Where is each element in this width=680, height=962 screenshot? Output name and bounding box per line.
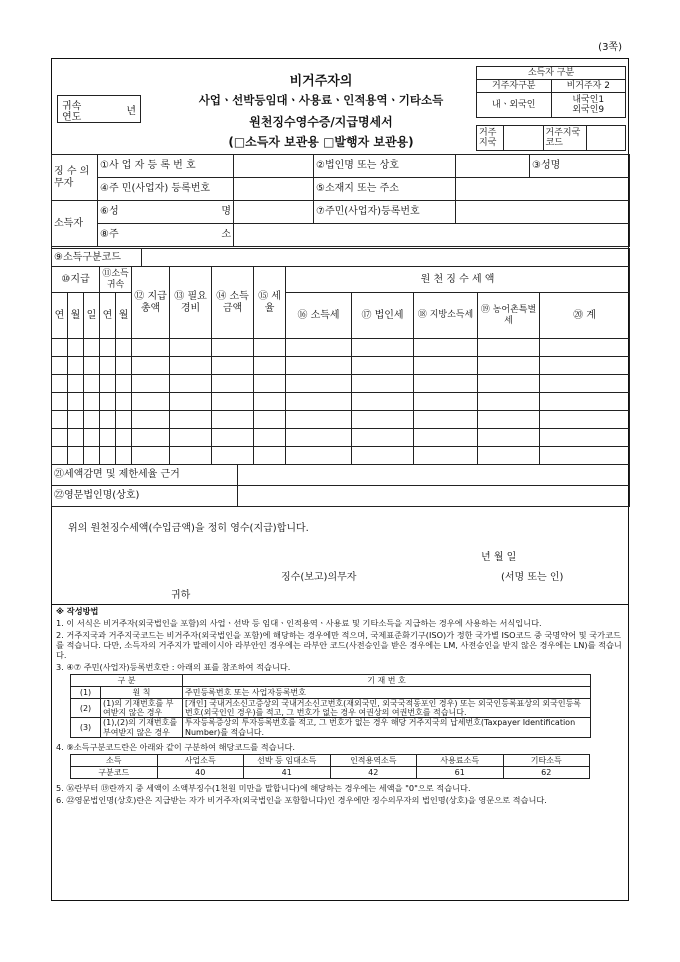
year-label-2: 연도 bbox=[62, 112, 82, 123]
note-5: 5. ⑯란부터 ⑲란까지 중 세액이 소액부징수(1천원 미만을 말합니다)에 해당하는 경우에는 세액을 "0"으로 적습니다. bbox=[56, 782, 471, 793]
t4-code-cell: 40 bbox=[157, 766, 244, 778]
earner-name-value[interactable] bbox=[234, 201, 314, 224]
payment-cell[interactable] bbox=[132, 357, 170, 375]
note-6: 6. ㉒영문법인명(상호)란은 지급받는 자가 비거주자(외국법인을 포함합니다)인 경우에만 징수의무자의 법인명(상호)을 영문으로 적습니다. bbox=[56, 794, 547, 805]
col-income: ⑭ 소득 금액 bbox=[212, 267, 254, 339]
earner-name-label bbox=[98, 201, 234, 224]
page-number: (3쪽) bbox=[598, 42, 622, 53]
receipt-statement: 위의 원천징수세액(수입금액)을 정히 영수(지급)합니다. bbox=[68, 523, 309, 534]
payment-cell[interactable] bbox=[100, 447, 116, 465]
t3-r1-no: (1) bbox=[71, 687, 101, 699]
t3-r2-b: [개인] 국내거소신고증상의 국내거소신고번호(재외국민, 외국국적동포인 경우) 또는 외국인등록표상의 외국인등록번호(외국인인 경우)를 적고, 그 번호가 없는 경우 여권상의 여권번호를 적습니다. bbox=[183, 699, 591, 718]
payment-cell[interactable] bbox=[84, 357, 100, 375]
payment-cell[interactable] bbox=[540, 429, 630, 447]
payment-row bbox=[52, 429, 630, 447]
payment-cell[interactable] bbox=[286, 339, 352, 357]
col-rate: ⑮ 세율 bbox=[254, 267, 286, 339]
col-expense: ⑬ 필요 경비 bbox=[170, 267, 212, 339]
payer-label: 징 수 의무자 bbox=[52, 155, 98, 201]
payment-cell[interactable] bbox=[52, 429, 68, 447]
t3-r3-no: (3) bbox=[71, 718, 101, 737]
payment-cell[interactable] bbox=[414, 411, 478, 429]
t4-header-cell: 사업소득 bbox=[157, 754, 244, 766]
col-pay: ⑩지급 bbox=[52, 267, 100, 293]
title-2: 사업ㆍ선박등임대ㆍ사용료ㆍ인적용역ㆍ기타소득 bbox=[198, 93, 444, 107]
divider bbox=[51, 604, 629, 605]
receipt-to: 귀하 bbox=[171, 590, 191, 601]
payment-cell[interactable] bbox=[100, 357, 116, 375]
payer-corp-name-label: ②법인명 또는 상호 bbox=[314, 155, 456, 178]
payment-cell[interactable] bbox=[68, 393, 84, 411]
nat-gubun: 내ㆍ외국인 bbox=[477, 93, 552, 118]
year-unit: 년 bbox=[126, 106, 136, 117]
residence-code: 거주지국코드 bbox=[543, 126, 586, 151]
payment-cell[interactable] bbox=[254, 429, 286, 447]
payment-cell[interactable] bbox=[414, 447, 478, 465]
payment-cell[interactable] bbox=[52, 357, 68, 375]
payment-cell[interactable] bbox=[414, 339, 478, 357]
payment-row bbox=[52, 411, 630, 429]
foreign-9: 외국인9 bbox=[572, 105, 605, 115]
t4-header-cell: 기타소득 bbox=[503, 754, 590, 766]
earner-label: 소득자 bbox=[52, 201, 98, 247]
earner-address-value[interactable] bbox=[234, 224, 630, 247]
payment-cell[interactable] bbox=[212, 357, 254, 375]
t3-r3-b: 투자등록증상의 투자등록번호를 적고, 그 번호가 없는 경우 해당 거주지국의 납세번호(Taxpayer Identification Number)를 적습니다. bbox=[183, 718, 591, 737]
payment-cell[interactable] bbox=[352, 393, 414, 411]
payment-cell[interactable] bbox=[116, 447, 132, 465]
payment-cell[interactable] bbox=[352, 339, 414, 357]
eng-name-value[interactable] bbox=[238, 486, 630, 507]
payer-biz-no-label: ①사 업 자 등 록 번 호 bbox=[98, 155, 234, 178]
note-3: 3. ④⑦ 주민(사업자)등록번호란 : 아래의 표를 참조하여 적습니다. bbox=[56, 662, 291, 672]
payment-cell[interactable] bbox=[478, 411, 540, 429]
payment-cell[interactable] bbox=[540, 375, 630, 393]
payment-cell[interactable] bbox=[212, 447, 254, 465]
t3-r1-a: 원 칙 bbox=[101, 687, 183, 699]
t4-code-cell: 61 bbox=[417, 766, 504, 778]
payment-rows bbox=[52, 339, 630, 465]
payment-cell[interactable] bbox=[212, 393, 254, 411]
col-pay-day: 일 bbox=[84, 293, 100, 339]
payment-cell[interactable] bbox=[116, 357, 132, 375]
payment-cell[interactable] bbox=[254, 339, 286, 357]
earner-id-label: ⑦주민(사업자)등록번호 bbox=[314, 201, 456, 224]
payment-cell[interactable] bbox=[84, 447, 100, 465]
native-1: 내국인1 bbox=[572, 94, 605, 105]
payment-cell[interactable] bbox=[52, 393, 68, 411]
receipt-date: 년 월 일 bbox=[481, 552, 517, 563]
payment-cell[interactable] bbox=[414, 393, 478, 411]
col-pay-month: 월 bbox=[68, 293, 84, 339]
payment-row bbox=[52, 447, 630, 465]
payment-cell[interactable] bbox=[540, 339, 630, 357]
receipt-block bbox=[51, 506, 629, 606]
payment-row bbox=[52, 357, 630, 375]
payment-table bbox=[51, 266, 630, 465]
note-3-table bbox=[70, 674, 591, 738]
earner-name-unit: 명 bbox=[221, 206, 231, 218]
income-code-label: ⑨소득구분코드 bbox=[52, 249, 142, 267]
treaty-value[interactable] bbox=[238, 465, 630, 486]
payment-cell[interactable] bbox=[170, 375, 212, 393]
resident-gubun: 거주자구분 bbox=[477, 80, 552, 93]
payment-cell[interactable] bbox=[84, 339, 100, 357]
payment-cell[interactable] bbox=[478, 393, 540, 411]
col-rural-tax: ⑲ 농어촌특별세 bbox=[478, 293, 540, 339]
payment-cell[interactable] bbox=[286, 375, 352, 393]
col-local-tax: ⑱ 지방소득세 bbox=[414, 293, 478, 339]
year-label: 귀속 bbox=[62, 101, 82, 112]
payment-cell[interactable] bbox=[478, 447, 540, 465]
col-attr: ⑪소득 귀속 bbox=[100, 267, 132, 293]
payment-cell[interactable] bbox=[478, 357, 540, 375]
payment-cell[interactable] bbox=[84, 375, 100, 393]
earner-address-unit: 소 bbox=[221, 229, 231, 241]
notes-block bbox=[56, 606, 624, 807]
eng-name-label: ㉒영문법인명(상호) bbox=[52, 486, 238, 507]
parties-table bbox=[51, 154, 630, 247]
payment-cell[interactable] bbox=[352, 429, 414, 447]
t4-code-cell: 구분코드 bbox=[71, 766, 158, 778]
payment-cell[interactable] bbox=[132, 339, 170, 357]
payment-cell[interactable] bbox=[414, 375, 478, 393]
earner-id-value[interactable] bbox=[456, 201, 630, 224]
payer-biz-no-value[interactable] bbox=[234, 155, 314, 178]
payment-cell[interactable] bbox=[212, 339, 254, 357]
payment-cell[interactable] bbox=[100, 375, 116, 393]
payment-cell[interactable] bbox=[212, 375, 254, 393]
payment-cell[interactable] bbox=[132, 411, 170, 429]
payment-cell[interactable] bbox=[414, 357, 478, 375]
payment-cell[interactable] bbox=[84, 429, 100, 447]
t3-r2-no: (2) bbox=[71, 699, 101, 718]
t3-r3-a: (1),(2)의 기재번호를 부여받지 않은 경우 bbox=[101, 718, 183, 737]
payment-cell[interactable] bbox=[286, 429, 352, 447]
payment-cell[interactable] bbox=[68, 429, 84, 447]
payment-cell[interactable] bbox=[286, 357, 352, 375]
t4-header-cell: 소득 bbox=[71, 754, 158, 766]
payment-cell[interactable] bbox=[68, 375, 84, 393]
t3-r1-b: 주민등록번호 또는 사업자등록번호 bbox=[183, 687, 591, 699]
t3-head-1: 구 분 bbox=[71, 675, 183, 687]
col-attr-year: 연 bbox=[100, 293, 116, 339]
payment-cell[interactable] bbox=[254, 411, 286, 429]
payment-cell[interactable] bbox=[286, 411, 352, 429]
extra-table bbox=[51, 464, 630, 507]
payment-cell[interactable] bbox=[116, 375, 132, 393]
payment-cell[interactable] bbox=[352, 447, 414, 465]
payment-cell[interactable] bbox=[254, 357, 286, 375]
payment-cell[interactable] bbox=[68, 357, 84, 375]
residence-area-value bbox=[504, 126, 544, 151]
payment-cell[interactable] bbox=[414, 429, 478, 447]
payer-corp-name-value[interactable] bbox=[456, 155, 530, 178]
payment-cell[interactable] bbox=[254, 447, 286, 465]
payment-cell[interactable] bbox=[286, 393, 352, 411]
payment-cell[interactable] bbox=[352, 375, 414, 393]
payment-cell[interactable] bbox=[254, 393, 286, 411]
payment-cell[interactable] bbox=[478, 429, 540, 447]
payment-cell[interactable] bbox=[132, 447, 170, 465]
payment-cell[interactable] bbox=[100, 411, 116, 429]
income-code-value[interactable] bbox=[142, 249, 630, 267]
note-4-table bbox=[70, 754, 590, 779]
payment-cell[interactable] bbox=[540, 357, 630, 375]
payment-cell[interactable] bbox=[116, 339, 132, 357]
t4-header-row bbox=[71, 754, 590, 766]
col-attr-month: 월 bbox=[116, 293, 132, 339]
payment-cell[interactable] bbox=[116, 411, 132, 429]
earner-type-box bbox=[476, 66, 626, 118]
payment-cell[interactable] bbox=[132, 393, 170, 411]
t4-value-row bbox=[71, 766, 590, 778]
col-pay-year: 연 bbox=[52, 293, 68, 339]
payer-resident-no-label: ④주 민(사업자) 등록번호 bbox=[98, 178, 234, 201]
year-box bbox=[57, 95, 141, 123]
payment-row bbox=[52, 375, 630, 393]
payment-cell[interactable] bbox=[52, 339, 68, 357]
payment-cell[interactable] bbox=[254, 375, 286, 393]
payment-cell[interactable] bbox=[52, 447, 68, 465]
col-total: ⑳ 계 bbox=[540, 293, 630, 339]
residence-area: 거주지국 bbox=[477, 126, 504, 151]
payment-cell[interactable] bbox=[100, 393, 116, 411]
payment-cell[interactable] bbox=[540, 447, 630, 465]
t3-head-2: 기 재 번 호 bbox=[183, 675, 591, 687]
payment-cell[interactable] bbox=[52, 375, 68, 393]
payment-cell[interactable] bbox=[116, 429, 132, 447]
payment-cell[interactable] bbox=[212, 429, 254, 447]
earner-name-text: ⑥성 bbox=[100, 206, 119, 218]
payment-cell[interactable] bbox=[84, 411, 100, 429]
t4-header-cell: 선박 등 임대소득 bbox=[244, 754, 331, 766]
residence-box bbox=[476, 125, 626, 151]
col-withholding: 원 천 징 수 세 액 bbox=[286, 267, 630, 293]
payment-cell[interactable] bbox=[100, 429, 116, 447]
payment-cell[interactable] bbox=[540, 393, 630, 411]
payer-name-label: ③성명 bbox=[530, 155, 630, 178]
receipt-sign: (서명 또는 인) bbox=[501, 572, 564, 583]
earner-address-label bbox=[98, 224, 234, 247]
payment-cell[interactable] bbox=[116, 393, 132, 411]
nonresident-2: 비거주자 2 bbox=[551, 80, 626, 93]
payment-cell[interactable] bbox=[170, 447, 212, 465]
treaty-label: ㉑세액감면 및 제한세율 근거 bbox=[52, 465, 238, 486]
payer-address-value[interactable] bbox=[456, 178, 630, 201]
receipt-obligor: 징수(보고)의무자 bbox=[281, 572, 357, 583]
payment-cell[interactable] bbox=[352, 357, 414, 375]
note-1: 1. 이 서식은 비거주자(외국법인을 포함)의 사업ㆍ선박 등 임대ㆍ인적용역ㆍ사용료 및 기타소득을 지급하는 경우에 사용하는 서식입니다. bbox=[56, 618, 542, 628]
payment-cell[interactable] bbox=[352, 411, 414, 429]
payment-cell[interactable] bbox=[170, 429, 212, 447]
payment-cell[interactable] bbox=[286, 447, 352, 465]
payment-cell[interactable] bbox=[170, 393, 212, 411]
col-income-tax: ⑯ 소득세 bbox=[286, 293, 352, 339]
t4-code-cell: 62 bbox=[503, 766, 590, 778]
t4-header-cell: 사용료소득 bbox=[417, 754, 504, 766]
payment-row bbox=[52, 393, 630, 411]
payment-cell[interactable] bbox=[170, 357, 212, 375]
payment-cell[interactable] bbox=[132, 429, 170, 447]
gubun-title: 소득자 구분 bbox=[477, 67, 626, 80]
t3-r2-a: (1)의 기재번호를 부여받지 않은 경우 bbox=[101, 699, 183, 718]
payment-cell[interactable] bbox=[212, 411, 254, 429]
payment-cell[interactable] bbox=[478, 339, 540, 357]
payer-address-label: ⑤소재지 또는 주소 bbox=[314, 178, 456, 201]
payment-cell[interactable] bbox=[132, 375, 170, 393]
t4-code-cell: 42 bbox=[330, 766, 417, 778]
payment-cell[interactable] bbox=[68, 339, 84, 357]
payment-cell[interactable] bbox=[84, 393, 100, 411]
nat-codes bbox=[551, 93, 626, 118]
title-4: (□소득자 보관용 □발행자 보관용) bbox=[228, 135, 414, 149]
col-corp-tax: ⑰ 법인세 bbox=[352, 293, 414, 339]
t4-code-cell: 41 bbox=[244, 766, 331, 778]
payment-cell[interactable] bbox=[68, 447, 84, 465]
note-4: 4. ⑨소득구분코드란은 아래와 같이 구분하여 해당코드를 적습니다. bbox=[56, 741, 296, 752]
payment-cell[interactable] bbox=[170, 339, 212, 357]
t4-header-cell: 인적용역소득 bbox=[330, 754, 417, 766]
payment-cell[interactable] bbox=[170, 411, 212, 429]
payment-row bbox=[52, 339, 630, 357]
notes-title: ※ 작성방법 bbox=[56, 606, 99, 616]
income-code-table bbox=[51, 248, 630, 267]
col-amount: ⑫ 지급 총액 bbox=[132, 267, 170, 339]
earner-address-text: ⑧주 bbox=[100, 229, 119, 241]
payment-cell[interactable] bbox=[478, 375, 540, 393]
payment-cell[interactable] bbox=[540, 411, 630, 429]
payment-cell[interactable] bbox=[52, 411, 68, 429]
payer-resident-no-value[interactable] bbox=[234, 178, 314, 201]
note-2: 2. 거주지국과 거주지국코드는 비거주자(외국법인을 포함)에 해당하는 경우에만 적으며, 국제표준화기구(ISO)가 정한 국가별 ISO코드 중 국명약어 및 국가코드를 적습니다. 다만, 소득자의 거주지가 말레이시아 라부안인 경우에는 라부안 코드(사전승인을 받은 경우에는 LM, 사전승인을 받지 않은 경우에는 LN)를 적습니다. bbox=[56, 630, 622, 660]
title-1: 비거주자의 bbox=[289, 74, 353, 89]
payment-cell[interactable] bbox=[68, 411, 84, 429]
title-3: 원천징수영수증/지급명세서 bbox=[249, 115, 393, 129]
payment-cell[interactable] bbox=[100, 339, 116, 357]
header-block bbox=[51, 58, 629, 155]
residence-code-value bbox=[586, 126, 626, 151]
